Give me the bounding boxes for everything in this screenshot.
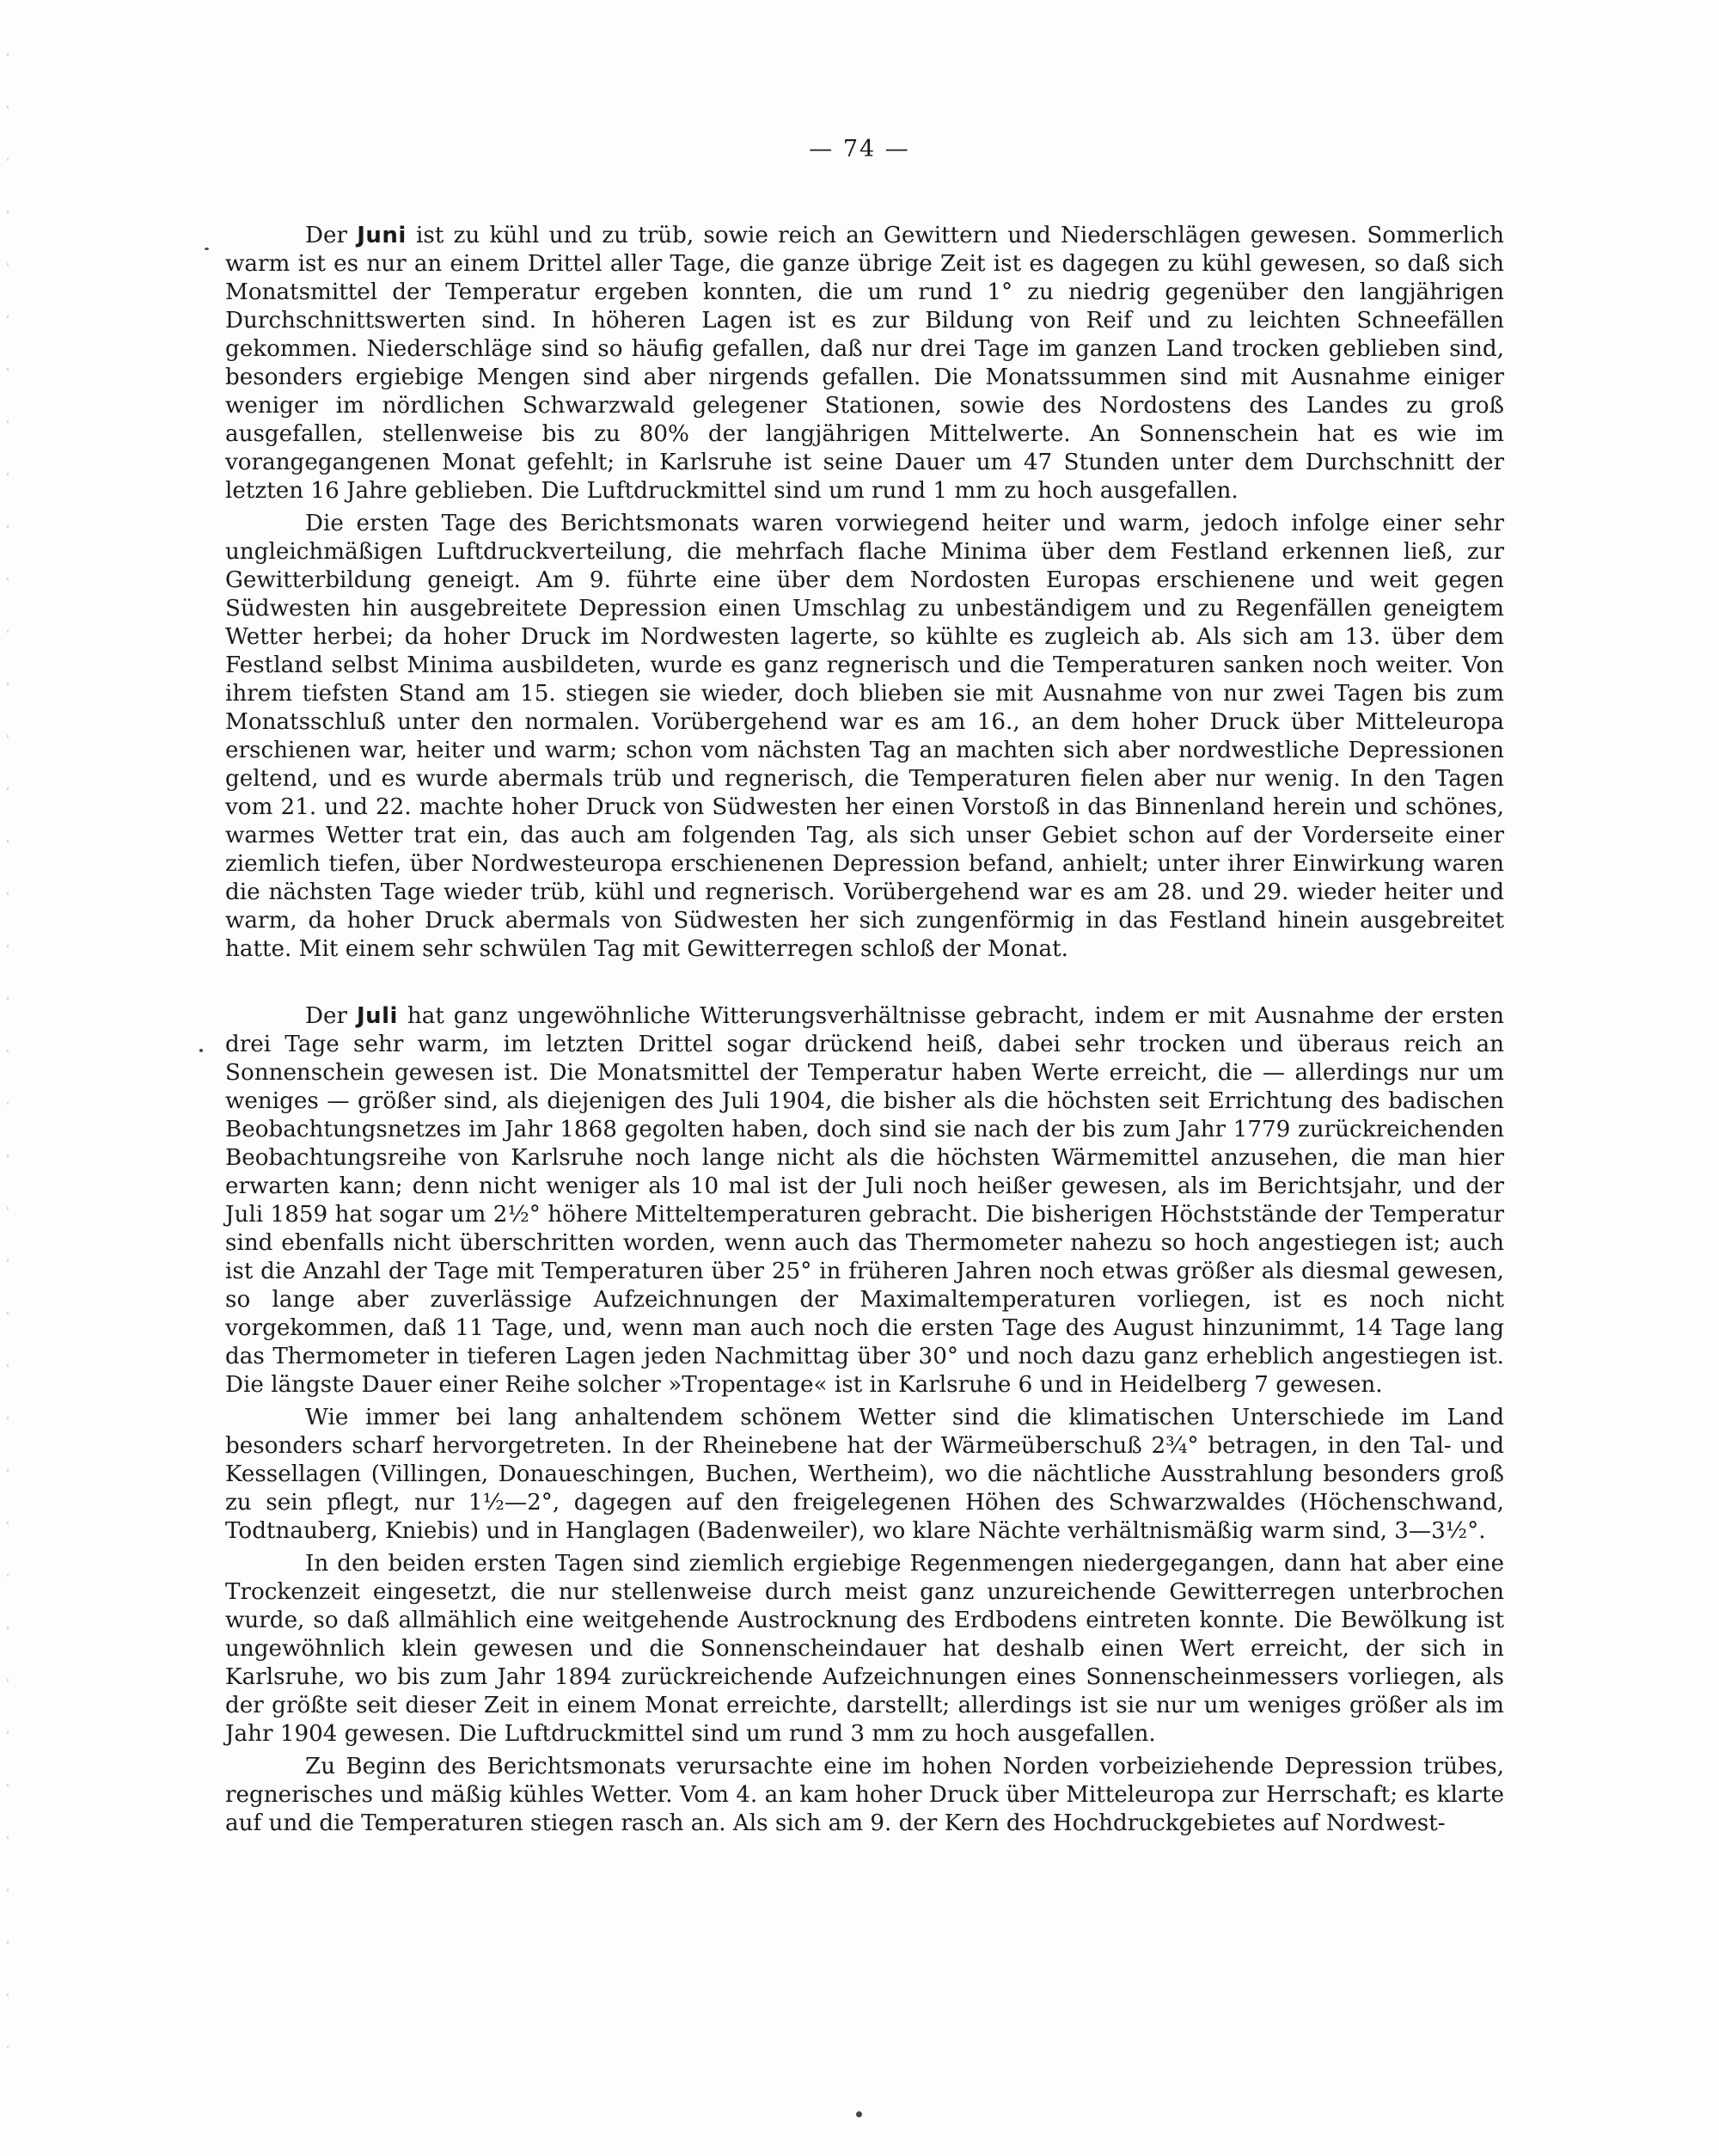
juni-paragraph-course: Die ersten Tage des Berichtsmonats waren vorwiegend heiter und warm, jedoch infolge einer sehr ungleichmäßigen Luftdruckverteilung, die mehrfach flache Minima über dem Festland erkennen ließ, zur Gewitterbildung geneigt. Am 9. führte eine über dem Nordosten Europas erschienene und weit gegen Südwesten hin ausgebreitete Depression einen Umschlag zu unbeständigem und zu Regenfällen geneigtem Wetter herbei; da hoher Druck im Nordwesten lagerte, so kühlte es zugleich ab. Als sich am 13. über dem Festland selbst Minima ausbildeten, wurde es ganz regnerisch und die Temperaturen sanken noch weiter. Von ihrem tiefsten Stand am 15. stiegen sie wieder, doch blieben sie mit Ausnahme von nur zwei Tagen bis zum Monatsschluß unter den normalen. Vorübergehend war es am 16., an dem hoher Druck über Mitteleuropa erschienen war, heiter und warm; schon vom nächsten Tag an machten sich aber nordwestliche Depressionen geltend, und es wurde abermals trüb und regnerisch, die Temperaturen fielen aber nur wenig. In den Tagen vom 21. und 22. machte hoher Druck von Südwesten her einen Vorstoß in das Binnenland herein und schönes, warmes Wetter trat ein, das auch am folgenden Tag, als sich unser Gebiet schon auf der Vorderseite einer ziemlich tiefen, über Nordwesteuropa erschienenen Depression befand, anhielt; unter ihrer Einwirkung waren die nächsten Tage wieder trüb, kühl und regnerisch. Vorübergehend war es am 28. und 29. wieder heiter und warm, da hoher Druck abermals von Südwesten her sich zungenförmig in das Festland hinein ausgebreitet hatte. Mit einem sehr schwülen Tag mit Gewitterregen schloß der Monat. bbox=[225, 511, 1504, 962]
juli-lead: Der bbox=[305, 1003, 357, 1029]
page-number: — 74 — bbox=[809, 136, 910, 162]
scan-dot-mark bbox=[199, 1049, 203, 1052]
juli-paragraph-summary bbox=[225, 1002, 1504, 1400]
scan-dot-mark bbox=[856, 2111, 862, 2117]
juli-paragraph-climate: Wie immer bei lang anhaltendem schönem Wetter sind die klimatischen Unterschiede im Land besonders scharf hervorgetreten. In der Rheinebene hat der Wärmeüberschuß 2¾° betragen, in den Tal- und Kessellagen (Villingen, Donaueschingen, Buchen, Wertheim), wo die nächtliche Ausstrahlung besonders groß zu sein pflegt, nur 1½—2°, dagegen auf den freigelegenen Höhen des Schwarzwaldes (Höchenschwand, Todtnauberg, Kniebis) und in Hanglagen (Badenweiler), wo klare Nächte verhältnismäßig warm sind, 3—3½°. bbox=[225, 1405, 1504, 1544]
juli-paragraph-course: Zu Beginn des Berichtsmonats verursachte eine im hohen Norden vorbeiziehende Depression trübes, regnerisches und mäßig kühles Wetter. Vom 4. an kam hoher Druck über Mitteleuropa zur Herrschaft; es klarte auf und die Temperaturen stiegen rasch an. Als sich am 9. der Kern des Hochdruckgebietes auf Nordwest- bbox=[225, 1754, 1505, 1836]
juni-paragraph-summary bbox=[225, 222, 1504, 505]
juni-summary-text: ist zu kühl und zu trüb, sowie reich an Gewittern und Niederschlägen gewesen. Sommerlich warm ist es nur an einem Drittel aller Tage, die ganze übrige Zeit ist es dagegen zu kühl gewesen, so daß sich Monatsmittel der Temperatur ergeben konnten, die um rund 1° zu niedrig gegenüber den langjährigen Durchschnittswerten sind. In höheren Lagen ist es zur Bildung von Reif und zu leichten Schneefällen gekommen. Niederschläge sind so häufig gefallen, daß nur drei Tage im ganzen Land trocken geblieben sind, besonders ergiebige Mengen sind aber nirgends gefallen. Die Monatssummen sind mit Ausnahme einiger weniger im nördlichen Schwarzwald gelegener Stationen, sowie des Nordostens des Landes zu groß ausgefallen, stellenweise bis zu 80% der langjährigen Mittelwerte. An Sonnenschein hat es wie im vorangegangenen Monat gefehlt; in Karlsruhe ist seine Dauer um 47 Stunden unter dem Durchschnitt der letzten 16 Jahre geblieben. Die Luftdruckmittel sind um rund 1 mm zu hoch ausgefallen. bbox=[225, 223, 1504, 504]
juli-summary-text: hat ganz ungewöhnliche Witterungsverhältnisse gebracht, indem er mit Ausnahme der ersten drei Tage sehr warm, im letzten Drittel sogar drückend heiß, dabei sehr trocken und überaus reich an Sonnenschein gewesen ist. Die Monatsmittel der Temperatur haben Werte erreicht, die — allerdings nur um weniges — größer sind, als diejenigen des Juli 1904, die bisher als die höchsten seit Errichtung des badischen Beobachtungsnetzes im Jahr 1868 gegolten haben, doch sind sie nach der bis zum Jahr 1779 zurückreichenden Beobachtungsreihe von Karlsruhe noch lange nicht als die höchsten Wärmemittel anzusehen, die man hier erwarten kann; denn nicht weniger als 10 mal ist der Juli noch heißer gewesen, als im Berichtsjahr, und der Juli 1859 hat sogar um 2½° höhere Mitteltemperaturen gebracht. Die bisherigen Höchststände der Temperatur sind ebenfalls nicht überschritten worden, wenn auch das Thermometer nahezu so hoch angestiegen ist; auch ist die Anzahl der Tage mit Temperaturen über 25° in früheren Jahren noch etwas größer als diesmal gewesen, so lange aber zuverlässige Aufzeichnungen der Maximaltemperaturen vorliegen, ist es noch nicht vorgekommen, daß 11 Tage, und, wenn man auch noch die ersten Tage des August hinzunimmt, 14 Tage lang das Thermometer in tieferen Lagen jeden Nachmittag über 30° und noch dazu ganz erheblich angestiegen ist. Die längste Dauer einer Reihe solcher »Tropentage« ist in Karlsruhe 6 und in Heidelberg 7 gewesen. bbox=[225, 1003, 1505, 1398]
juli-paragraph-precipitation: In den beiden ersten Tagen sind ziemlich ergiebige Regenmengen niedergegangen, dann hat aber eine Trockenzeit eingesetzt, die nur stellenweise durch meist ganz unzureichende Gewitterregen unterbrochen wurde, so daß allmählich eine weitgehende Austrocknung des Erdbodens eintreten konnte. Die Bewölkung ist ungewöhnlich klein gewesen und die Sonnenscheindauer hat deshalb einen Wert erreicht, der sich in Karlsruhe, wo bis zum Jahr 1894 zurückreichende Aufzeichnungen eines Sonnenscheinmessers vorliegen, als der größte seit dieser Zeit in einem Monat erreichte, darstellt; allerdings ist sie nur um weniges größer als im Jahr 1904 gewesen. Die Luftdruckmittel sind um rund 3 mm zu hoch ausgefallen. bbox=[225, 1551, 1504, 1747]
scan-dot-mark bbox=[205, 248, 209, 250]
section-gap bbox=[225, 964, 1504, 1002]
month-heading-juni: Juni bbox=[357, 223, 407, 248]
scan-edge-artifact bbox=[7, 34, 9, 2098]
month-heading-juli: Juli bbox=[356, 1003, 398, 1029]
text-column bbox=[225, 222, 1504, 1838]
juni-lead: Der bbox=[305, 223, 358, 248]
